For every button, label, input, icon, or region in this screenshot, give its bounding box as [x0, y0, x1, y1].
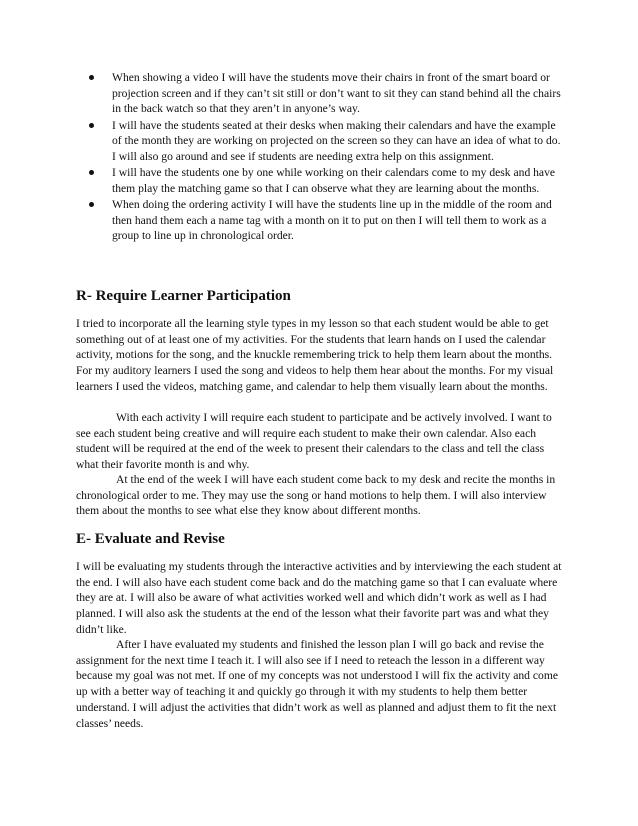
bullet-list: [86, 70, 564, 245]
bullet-item: [86, 165, 564, 196]
bullet-dot-icon: [89, 123, 94, 128]
bullet-dot-icon: [89, 75, 94, 80]
bullet-item: [86, 197, 564, 244]
bullet-text: When showing a video I will have the students move their chairs in front of the smart board or projection screen and if they can’t sit still or don’t want to sit they can stand behind all the chairs in the back watch so that they aren’t in anyone’s way.: [112, 71, 561, 115]
bullet-text: I will have the students seated at their desks when making their calendars and have the example of the month they are working on projected on the screen so they can have an idea of what to do. I will also go around and see if students are needing extra help on this assignment.: [112, 118, 561, 163]
bullet-text: When doing the ordering activity I will have the students line up in the middle of the room and then hand them each a name tag with a month on it to put on then I will tell them to work as a group to line up in chronological order.: [112, 198, 552, 242]
paragraph: I tried to incorporate all the learning style types in my lesson so that each student would be able to get something out of at least one of my activities. For the students that learn hands on I used the calendar activity, motions for the song, and the knuckle remembering trick to help them learn about the months. For my auditory learners I used the song and videos to help them hear about the months. For my visual learners I used the videos, matching game, and calendar to help them visually learn about the months.: [76, 317, 554, 393]
paragraph: With each activity I will require each student to participate and be actively involved. I want to see each student being creative and will require each student to make their own calendar. Also each student will be required at the end of the week to present their calendars to the class and tell the class what their favorite month is and why.: [76, 411, 552, 472]
bullet-text: I will have the students one by one while working on their calendars come to my desk and have them play the matching game so that I can observe what they are learning about the months.: [112, 166, 556, 195]
bullet-dot-icon: [89, 202, 94, 207]
paragraph: At the end of the week I will have each student come back to my desk and recite the months in chronological order to me. They may use the song or hand motions to help them. I will also interview them about the months to see what else they know about different months.: [76, 473, 556, 518]
paragraph: I will be evaluating my students through the interactive activities and by interviewing the each student at the end. I will also have each student come back and do the matching game so that I can evaluate where they are at. I will also be aware of what activities worked well and which didn’t work as well as I had planned. I will also ask the students at the end of the lesson what their favorite part was and what they didn’t like.: [76, 560, 562, 636]
bullet-item: [86, 118, 564, 165]
section-heading-evaluate-revise: E- Evaluate and Revise: [76, 531, 225, 547]
bullet-dot-icon: [89, 170, 94, 175]
paragraph: After I have evaluated my students and finished the lesson plan I will go back and revise the assignment for the next time I teach it. I will also see if I need to reteach the lesson in a different way because my goal was not met. If one of my concepts was not understood I will fix the activity and come up with a better way of teaching it and quickly go through it with my students to help them better understand. I will adjust the activities that didn’t work as well as planned and adjust them to fit the next classes’ needs.: [76, 638, 558, 730]
bullet-item: [86, 70, 564, 117]
section-heading-require-participation: R- Require Learner Participation: [76, 288, 291, 304]
